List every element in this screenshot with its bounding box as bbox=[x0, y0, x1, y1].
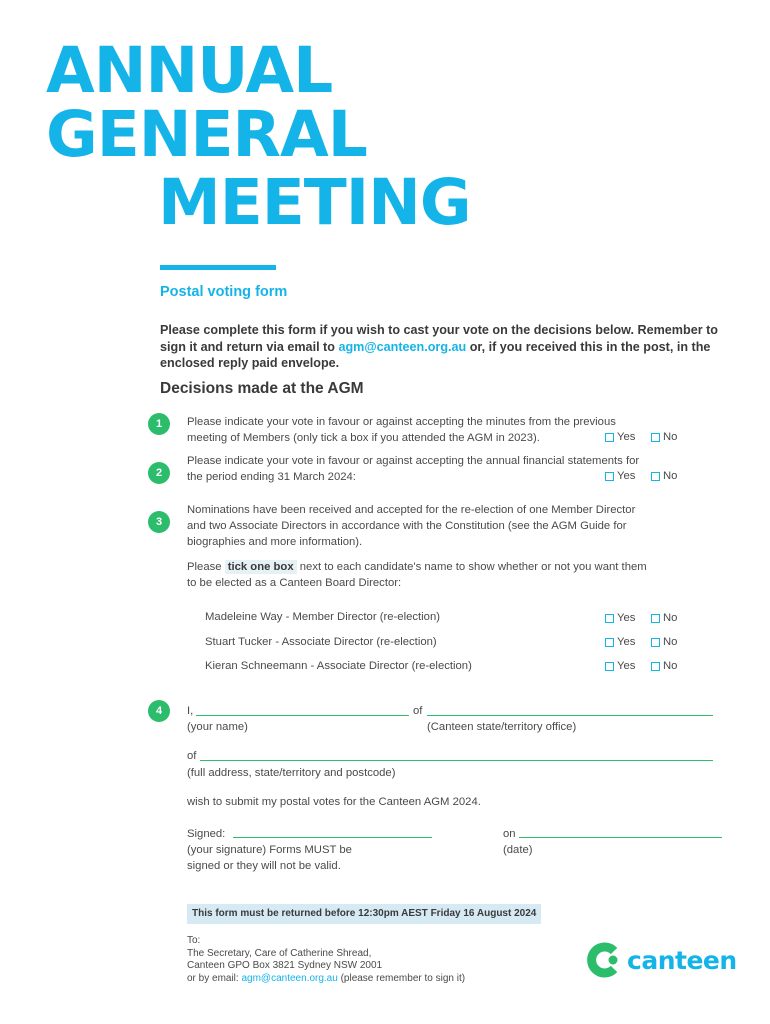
return-address-line1: The Secretary, Care of Catherine Shread, bbox=[187, 947, 372, 959]
intro-text-end: or, if you received this in the post, in the enclosed reply paid envelope. bbox=[160, 339, 711, 370]
full-address-field[interactable] bbox=[200, 760, 713, 761]
candidate-2-no-option[interactable]: No bbox=[651, 636, 677, 648]
your-name-caption: (your name) bbox=[187, 721, 248, 733]
decision-3-instruction-line2: to be elected as a Canteen Board Director: bbox=[187, 577, 402, 589]
checkbox-icon[interactable] bbox=[605, 614, 614, 623]
signature-field[interactable] bbox=[233, 837, 432, 838]
return-address-line3: or by email: agm@canteen.org.au (please remember to sign it) bbox=[187, 972, 466, 984]
checkbox-icon[interactable] bbox=[651, 472, 660, 481]
return-address-line2: Canteen GPO Box 3821 Sydney NSW 2001 bbox=[187, 960, 383, 971]
title-underline bbox=[160, 265, 276, 270]
title-line-annual: ANNUAL bbox=[46, 34, 333, 107]
section-heading: Decisions made at the AGM bbox=[160, 380, 364, 397]
decision-2-text-line1: Please indicate your vote in favour or against accepting the annual financial statements for bbox=[187, 455, 640, 467]
of-address-label: of bbox=[187, 750, 197, 762]
checkbox-icon[interactable] bbox=[651, 662, 660, 671]
checkbox-icon[interactable] bbox=[651, 433, 660, 442]
return-address bbox=[187, 935, 465, 985]
candidate-madeleine-way: Madeleine Way - Member Director (re-election) bbox=[205, 611, 441, 623]
state-office-caption: (Canteen state/territory office) bbox=[427, 721, 577, 733]
decision-1-text-line2: meeting of Members (only tick a box if you attended the AGM in 2023). bbox=[187, 432, 540, 444]
decision-3-instruction: Please tick one box next to each candidate's name to show whether or not you want them bbox=[187, 561, 647, 573]
decision-3-text-line3: biographies and more information). bbox=[187, 536, 363, 548]
decision-number-4: 4 bbox=[148, 700, 170, 722]
your-name-field[interactable] bbox=[196, 715, 409, 716]
candidate-stuart-tucker: Stuart Tucker - Associate Director (re-election) bbox=[205, 636, 437, 648]
signature-note-line2: signed or they will not be valid. bbox=[187, 860, 341, 872]
of-label: of bbox=[413, 705, 423, 717]
decision-1-no-option[interactable]: No bbox=[651, 431, 677, 443]
candidate-2-yes-option[interactable]: Yes bbox=[605, 636, 635, 648]
decision-2-yes-option[interactable]: Yes bbox=[605, 470, 635, 482]
on-label: on bbox=[503, 828, 516, 840]
decision-2-text-line2: the period ending 31 March 2024: bbox=[187, 471, 356, 483]
decision-3-text-line2: and two Associate Directors in accordance with the Constitution (see the AGM Guide for bbox=[187, 520, 627, 532]
i-label: I, bbox=[187, 705, 194, 717]
canteen-logo-icon bbox=[587, 942, 623, 978]
signed-label: Signed: bbox=[187, 828, 226, 840]
decision-number-3: 3 bbox=[148, 511, 170, 533]
state-office-field[interactable] bbox=[427, 715, 713, 716]
return-to-label: To: bbox=[187, 935, 201, 946]
candidate-1-no-option[interactable]: No bbox=[651, 612, 677, 624]
date-field[interactable] bbox=[519, 837, 722, 838]
candidate-1-yes-option[interactable]: Yes bbox=[605, 612, 635, 624]
checkbox-icon[interactable] bbox=[605, 472, 614, 481]
decision-1-text-line1: Please indicate your vote in favour or against accepting the minutes from the previous bbox=[187, 416, 616, 428]
full-address-caption: (full address, state/territory and postcode) bbox=[187, 767, 396, 779]
decision-1-yes-option[interactable]: Yes bbox=[605, 431, 635, 443]
decision-number-2: 2 bbox=[148, 462, 170, 484]
intro-text-start: Please complete this form if you wish to cast your vote on the decisions below. Remember to sign it and return via email to bbox=[160, 323, 718, 354]
intro-text bbox=[160, 322, 720, 372]
decision-2-no-option[interactable]: No bbox=[651, 470, 677, 482]
checkbox-icon[interactable] bbox=[651, 614, 660, 623]
checkbox-icon[interactable] bbox=[605, 433, 614, 442]
title-line-meeting: MEETING bbox=[158, 166, 471, 239]
canteen-logo bbox=[587, 942, 737, 978]
return-email-link[interactable]: agm@canteen.org.au bbox=[241, 972, 338, 984]
form-subtitle: Postal voting form bbox=[160, 284, 288, 300]
date-caption: (date) bbox=[503, 844, 533, 856]
checkbox-icon[interactable] bbox=[651, 638, 660, 647]
candidate-3-yes-option[interactable]: Yes bbox=[605, 660, 635, 672]
title-line-general: GENERAL bbox=[46, 98, 367, 171]
intro-email-link[interactable]: agm@canteen.org.au bbox=[338, 339, 467, 354]
checkbox-icon[interactable] bbox=[605, 662, 614, 671]
checkbox-icon[interactable] bbox=[605, 638, 614, 647]
tick-one-box-highlight: tick one box bbox=[225, 560, 297, 574]
decision-number-1: 1 bbox=[148, 413, 170, 435]
decision-3-text-line1: Nominations have been received and accepted for the re-election of one Member Director bbox=[187, 504, 636, 516]
candidate-3-no-option[interactable]: No bbox=[651, 660, 677, 672]
return-deadline-notice: This form must be returned before 12:30pm AEST Friday 16 August 2024 bbox=[187, 904, 541, 924]
signature-note-line1: (your signature) Forms MUST be bbox=[187, 844, 352, 856]
wish-statement: wish to submit my postal votes for the Canteen AGM 2024. bbox=[187, 796, 481, 808]
canteen-logo-text: canteen bbox=[627, 945, 737, 975]
candidate-kieran-schneemann: Kieran Schneemann - Associate Director (re-election) bbox=[205, 660, 472, 672]
